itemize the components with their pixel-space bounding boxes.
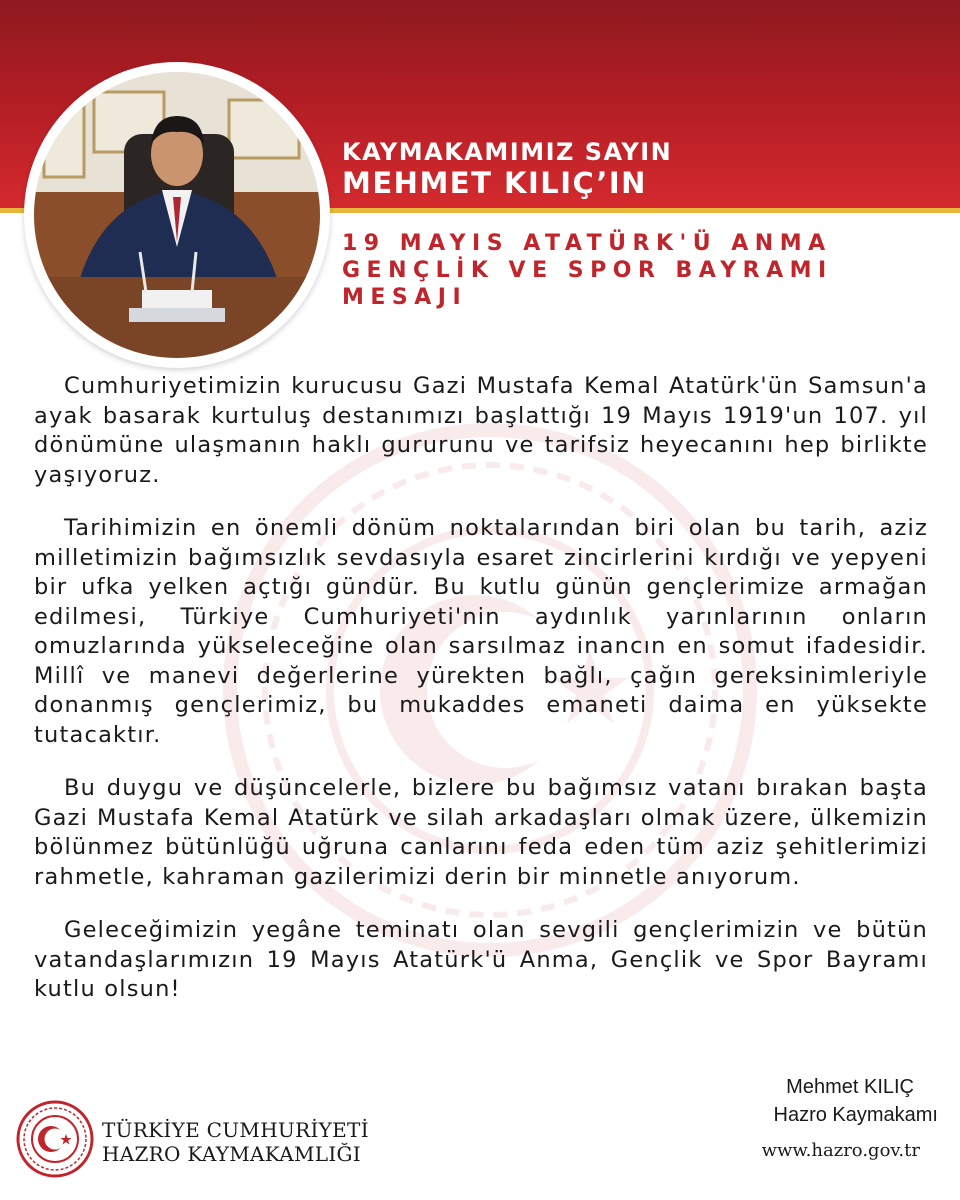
subtitle-line1: 19 MAYIS ATATÜRK'Ü ANMA — [342, 231, 832, 256]
message-paragraph-4: Geleceğimizin yegâne teminatı olan sevgili gençlerimizin ve bütün vatandaşlarımızın 19 Mayıs Atatürk'ü Anma, Gençlik ve Spor Bayramı kutlu olsun! — [34, 917, 928, 1002]
signature-name: Mehmet KILIÇ — [786, 1076, 914, 1098]
org-name-line1: TÜRKİYE CUMHURİYETİ — [102, 1118, 369, 1142]
message-paragraph-3: Bu duygu ve düşüncelerle, bizlere bu bağımsız vatanı bırakan başta Gazi Mustafa Kemal Atatürk ve silah arkadaşları olmak üzere, ülkemizin bölünmez bütünlüğü uğruna canlarını feda eden tüm aziz şehitlerimizi rahmetle, kahraman gazilerimizi derin bir minnetle anıyorum. — [34, 775, 928, 890]
subtitle-line3: MESAJI — [342, 285, 468, 310]
header-title-name: MEHMET KILIÇ’IN — [342, 166, 647, 200]
crescent-star-seal-icon — [16, 1100, 94, 1178]
website-link[interactable]: www.hazro.gov.tr — [761, 1140, 920, 1161]
message-paragraph-2: Tarihimizin en önemli dönüm noktalarından biri olan bu tarih, aziz milletimizin bağımsızlık sevdasıyla esaret zincirlerini kırdığı ve yepyeni bir ufka yelken açtığı gündür. Bu kutlu günün gençlerimize armağan edilmesi, Türkiye Cumhuriyeti'nin aydınlık yarınlarının onların omuzlarında yükseleceğine olan sarsılmaz inancın en somut ifadesidir. Millî ve manevi değerlerine yürekten bağlı, çağın gereksinimleriyle donanmış gençlerimiz, bu mukaddes emaneti daima en yüksekte tutacaktır. — [34, 515, 928, 748]
org-name-line2: HAZRO KAYMAKAMLIĞI — [102, 1142, 361, 1166]
signature-title: Hazro Kaymakamı — [773, 1104, 938, 1126]
message-paragraph-1: Cumhuriyetimizin kurucusu Gazi Mustafa Kemal Atatürk'ün Samsun'a ayak basarak kurtuluş destanımızı başlattığı 19 Mayıs 1919'un 107. yıl dönümüne ulaşmanın haklı gururunu ve tarifsiz heyecanını hep birlikte yaşıyoruz. — [34, 373, 928, 488]
message-subtitle — [342, 230, 922, 311]
message-body — [34, 372, 928, 1029]
header-title-line1: KAYMAKAMIMIZ SAYIN — [342, 138, 673, 166]
portrait-photo — [34, 72, 320, 358]
subtitle-line2: GENÇLİK VE SPOR BAYRAMI — [342, 258, 833, 283]
